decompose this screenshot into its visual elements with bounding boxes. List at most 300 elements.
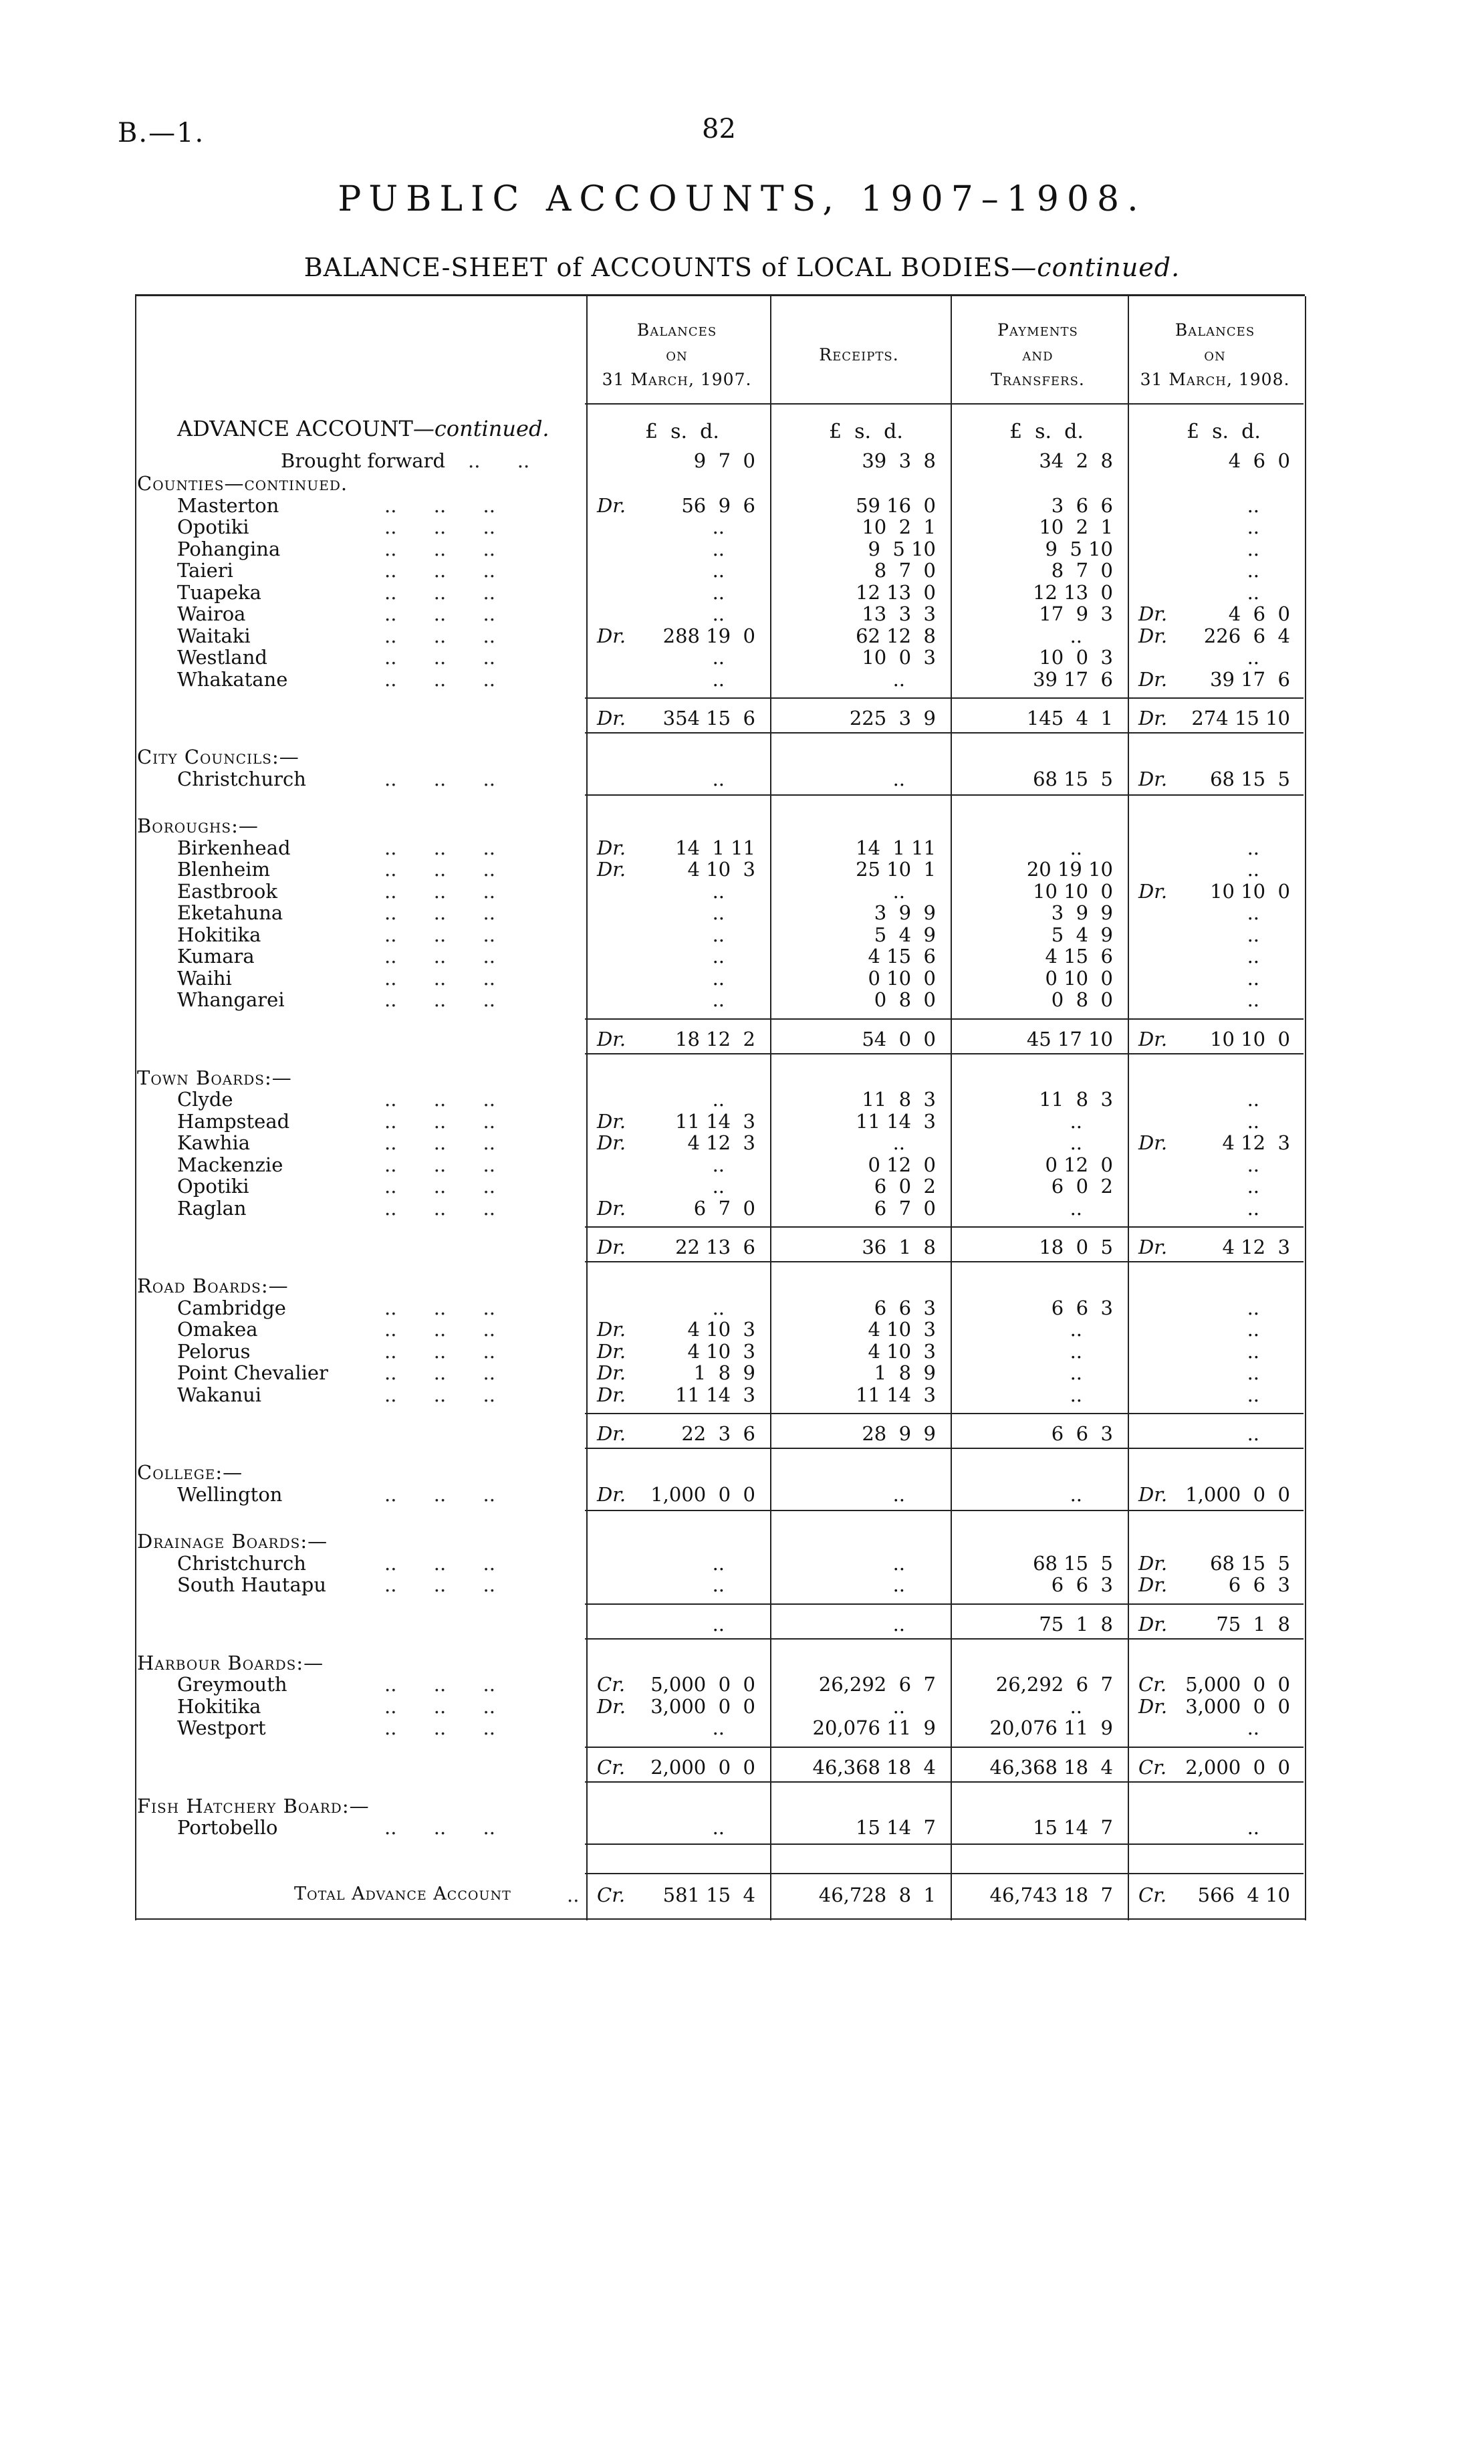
amount-cell	[781, 1756, 936, 1779]
balance-side-label: Dr.	[597, 1196, 626, 1220]
table-bottom-rule	[135, 1918, 1305, 1920]
balance-side-label: Dr.	[1138, 1131, 1168, 1154]
amount-value: 2,000 0 0	[650, 1755, 755, 1779]
amount-cell	[961, 1131, 1113, 1154]
amount-cell	[597, 1483, 755, 1506]
leader-dots: .. .. ..	[384, 1673, 495, 1696]
amount-value: 10 0 3	[1039, 646, 1113, 669]
group-rule	[585, 1843, 1304, 1845]
row-label: Westland	[177, 646, 267, 669]
amount-cell	[961, 768, 1113, 790]
balance-side-label: Dr.	[597, 1131, 626, 1154]
amount-cell	[961, 923, 1113, 946]
amount-value: 5,000 0 0	[1185, 1673, 1290, 1696]
amount-value: ..	[1247, 493, 1259, 517]
balance-side-label: Dr.	[1138, 1694, 1168, 1718]
balance-side-label: Cr.	[1138, 1755, 1167, 1779]
amount-value: 6 6 3	[1051, 1422, 1113, 1445]
amount-cell	[597, 923, 755, 946]
amount-value: 11 8 3	[1039, 1088, 1113, 1111]
amount-cell	[961, 602, 1113, 625]
amount-cell	[781, 581, 936, 604]
unit-header: £ s. d.	[829, 420, 903, 443]
amount-value: 39 3 8	[862, 449, 936, 472]
amount-cell	[1138, 581, 1290, 604]
amount-value: ..	[1247, 1716, 1259, 1739]
amount-cell	[597, 646, 755, 669]
amount-value: 68 15 5	[1033, 1551, 1113, 1575]
amount-cell	[781, 707, 936, 730]
row-label: Whangarei	[177, 988, 285, 1011]
amount-value: 0 10 0	[868, 966, 936, 990]
amount-value: ..	[1247, 1339, 1259, 1363]
row-label: Opotiki	[177, 516, 249, 538]
amount-value: ..	[1070, 1109, 1082, 1133]
amount-cell	[1138, 880, 1290, 903]
amount-value: 5,000 0 0	[650, 1673, 755, 1696]
group-heading: Town Boards:—	[137, 1066, 292, 1089]
page-number: 82	[702, 114, 736, 144]
column-header-line: on	[666, 345, 688, 364]
amount-value: 1,000 0 0	[650, 1482, 755, 1506]
amount-value: 6 7 0	[693, 1196, 755, 1220]
amount-cell	[781, 1318, 936, 1341]
amount-value: ..	[892, 1694, 905, 1718]
amount-cell	[961, 625, 1113, 647]
leader-dots: .. .. ..	[384, 516, 495, 538]
row-label: Waitaki	[177, 624, 251, 647]
amount-value: 26,292 6 7	[995, 1673, 1113, 1696]
amount-cell	[961, 1318, 1113, 1341]
row-label: Pelorus	[177, 1339, 251, 1363]
amount-cell	[1138, 1422, 1290, 1445]
amount-cell	[597, 1175, 755, 1198]
amount-cell	[961, 836, 1113, 859]
group-heading: City Councils:—	[137, 746, 299, 768]
balance-side-label: Dr.	[597, 1361, 626, 1384]
amount-cell	[961, 1573, 1113, 1596]
amount-cell	[961, 967, 1113, 990]
leader-dots: .. .. ..	[384, 767, 495, 790]
amount-value: ..	[1247, 966, 1259, 990]
group-heading: Drainage Boards:—	[137, 1530, 328, 1553]
amount-cell	[961, 581, 1113, 604]
amount-cell	[597, 516, 755, 538]
row-label: Eketahuna	[177, 901, 283, 924]
amount-value: 0 10 0	[1045, 966, 1113, 990]
subtotal-rule	[585, 1413, 1304, 1414]
amount-value: ..	[892, 1131, 905, 1154]
amount-value: ..	[892, 1482, 905, 1506]
amount-cell	[961, 901, 1113, 924]
amount-cell	[961, 1197, 1113, 1220]
amount-cell	[597, 1028, 755, 1050]
amount-cell	[597, 1573, 755, 1596]
amount-value: 0 8 0	[1051, 988, 1113, 1011]
amount-cell	[1138, 1383, 1290, 1406]
row-label: Opotiki	[177, 1175, 249, 1198]
amount-cell	[597, 768, 755, 790]
amount-value: 39 17 6	[1033, 667, 1113, 691]
row-label: Birkenhead	[177, 836, 291, 859]
amount-cell	[1138, 1153, 1290, 1176]
amount-cell	[961, 668, 1113, 691]
group-heading: Road Boards:—	[137, 1274, 289, 1297]
amount-value: 3,000 0 0	[650, 1694, 755, 1718]
leader-dots: .. .. ..	[384, 858, 495, 881]
amount-cell	[781, 1028, 936, 1050]
amount-cell	[781, 602, 936, 625]
row-label: Waihi	[177, 966, 232, 990]
amount-value: 26,292 6 7	[818, 1673, 936, 1696]
amount-cell	[597, 880, 755, 903]
amount-cell	[781, 1673, 936, 1696]
amount-value: 9 5 10	[1045, 537, 1113, 560]
amount-cell	[597, 602, 755, 625]
leader-dots: .. .. ..	[384, 1383, 495, 1406]
subtotal-rule	[585, 1018, 1304, 1020]
leader-dots: .. .. ..	[384, 1716, 495, 1739]
amount-cell	[597, 967, 755, 990]
leader-dots: .. .. ..	[384, 1318, 495, 1341]
amount-value: ..	[1247, 901, 1259, 924]
row-label: Eastbrook	[177, 879, 277, 903]
amount-value: ..	[712, 602, 725, 625]
amount-cell	[597, 858, 755, 881]
amount-value: 18 0 5	[1039, 1236, 1113, 1258]
amount-cell	[961, 1552, 1113, 1575]
amount-cell	[597, 707, 755, 730]
row-label: Hokitika	[177, 923, 261, 946]
amount-cell	[961, 1422, 1113, 1445]
leader-dots: .. .. ..	[384, 1088, 495, 1111]
amount-cell	[597, 1422, 755, 1445]
amount-cell	[961, 1088, 1113, 1111]
amount-cell	[781, 1383, 936, 1406]
amount-value: 11 14 3	[675, 1109, 755, 1133]
amount-cell	[1138, 625, 1290, 647]
unit-header: £ s. d.	[1009, 420, 1084, 443]
amount-value: ..	[712, 1153, 725, 1176]
amount-value: 4 15 6	[1045, 945, 1113, 968]
total-cell	[597, 1884, 755, 1906]
leader-dots: .. .. ..	[384, 879, 495, 903]
amount-value: 354 15 6	[662, 707, 755, 730]
subtotal-rule	[585, 697, 1304, 699]
amount-cell	[1138, 1318, 1290, 1341]
amount-value: ..	[1247, 516, 1259, 538]
amount-value: ..	[892, 1612, 905, 1636]
amount-cell	[781, 559, 936, 582]
amount-cell	[1138, 646, 1290, 669]
amount-cell	[781, 494, 936, 517]
amount-value: ..	[712, 537, 725, 560]
amount-cell	[597, 1816, 755, 1839]
brought-forward-cell	[781, 449, 936, 472]
balance-side-label: Dr.	[597, 707, 626, 730]
amount-value: 13 3 3	[862, 602, 936, 625]
amount-cell	[597, 1088, 755, 1111]
amount-cell	[1138, 668, 1290, 691]
amount-cell	[1138, 1673, 1290, 1696]
amount-value: ..	[1247, 537, 1259, 560]
leader-dots: .. .. ..	[384, 646, 495, 669]
amount-value: ..	[1247, 1361, 1259, 1384]
amount-value: ..	[712, 767, 725, 790]
leader-dots: .. .. ..	[384, 1816, 495, 1839]
column-header-line: 31 March, 1908.	[1140, 370, 1290, 389]
amount-cell	[1138, 988, 1290, 1011]
column-header	[585, 318, 769, 392]
amount-cell	[1138, 901, 1290, 924]
section-title-main: ADVANCE ACCOUNT	[177, 416, 413, 441]
amount-value: 0 12 0	[868, 1153, 936, 1176]
row-label: Whakatane	[177, 667, 288, 691]
amount-cell	[1138, 1088, 1290, 1111]
amount-value: ..	[712, 1175, 725, 1198]
balance-side-label: Dr.	[597, 1383, 626, 1406]
amount-value: ..	[1247, 1816, 1259, 1839]
balance-side-label: Dr.	[597, 1236, 626, 1258]
amount-cell	[1138, 858, 1290, 881]
amount-value: ..	[1247, 1088, 1259, 1111]
amount-cell	[781, 768, 936, 790]
amount-value: 10 2 1	[1039, 516, 1113, 538]
amount-value: ..	[1247, 923, 1259, 946]
amount-value: 6 7 0	[874, 1196, 936, 1220]
leader-dots: .. .. ..	[384, 1175, 495, 1198]
amount-value: 39 17 6	[1210, 667, 1290, 691]
group-heading: Counties—continued.	[137, 472, 348, 495]
balance-side-label: Dr.	[597, 1422, 626, 1445]
leader-dots: .. .. ..	[384, 1482, 495, 1506]
row-label: Christchurch	[177, 767, 306, 790]
amount-value: 225 3 9	[849, 707, 936, 730]
amount-cell	[961, 1483, 1113, 1506]
leader-dots: .. .. ..	[384, 1131, 495, 1154]
amount-cell	[1138, 1573, 1290, 1596]
amount-cell	[1138, 1483, 1290, 1506]
total-label: Total Advance Account	[294, 1883, 511, 1904]
amount-cell	[1138, 1816, 1290, 1839]
leader-dots: .. .. ..	[384, 624, 495, 647]
group-heading: College:—	[137, 1461, 243, 1484]
amount-cell	[1138, 768, 1290, 790]
amount-value: ..	[1070, 1318, 1082, 1341]
amount-value: 6 6 3	[1051, 1573, 1113, 1596]
amount-value: ..	[1247, 1318, 1259, 1341]
amount-value: ..	[1247, 646, 1259, 669]
amount-value: 6 6 3	[874, 1296, 936, 1319]
balance-side-label: Cr.	[1138, 1673, 1167, 1696]
amount-value: 10 2 1	[862, 516, 936, 538]
row-label: Kawhia	[177, 1131, 251, 1154]
amount-cell	[1138, 1756, 1290, 1779]
row-label: Mackenzie	[177, 1153, 283, 1176]
row-label: Tuapeka	[177, 580, 261, 604]
amount-cell	[597, 1340, 755, 1363]
amount-cell	[781, 1361, 936, 1384]
amount-value: ..	[712, 1716, 725, 1739]
page-subtitle	[0, 253, 1484, 282]
amount-cell	[961, 1816, 1113, 1839]
amount-value: 75 1 8	[1039, 1612, 1113, 1636]
amount-cell	[781, 1613, 936, 1636]
balance-side-label: Dr.	[597, 836, 626, 859]
amount-cell	[781, 923, 936, 946]
balance-side-label: Dr.	[1138, 1573, 1168, 1596]
unit-header: £ s. d.	[645, 420, 719, 443]
amount-value: 6 6 3	[1228, 1573, 1290, 1596]
amount-value: 4 12 3	[1222, 1131, 1290, 1154]
amount-value: 11 14 3	[675, 1383, 755, 1406]
page-title: PUBLIC ACCOUNTS, 1907–1908.	[338, 179, 1146, 219]
amount-cell	[1138, 1236, 1290, 1258]
amount-value: ..	[1247, 559, 1259, 582]
amount-value: ..	[1247, 836, 1259, 859]
amount-cell	[1138, 1340, 1290, 1363]
row-label: Greymouth	[177, 1673, 287, 1696]
amount-cell	[781, 1236, 936, 1258]
amount-cell	[961, 1340, 1113, 1363]
amount-value: ..	[712, 1296, 725, 1319]
amount-value: 12 13 0	[856, 580, 936, 604]
amount-value: 3 9 9	[1051, 901, 1113, 924]
amount-cell	[961, 945, 1113, 968]
row-label: Westport	[177, 1716, 266, 1739]
amount-cell	[781, 1175, 936, 1198]
balance-side-label: Dr.	[597, 493, 626, 517]
amount-value: 581 15 4	[662, 1883, 755, 1906]
amount-cell	[961, 1756, 1113, 1779]
group-heading: Fish Hatchery Board:—	[137, 1794, 370, 1817]
column-rule	[770, 296, 771, 1920]
leader-dots: .. .. ..	[384, 602, 495, 625]
amount-value: 75 1 8	[1216, 1612, 1290, 1636]
amount-value: ..	[712, 516, 725, 538]
leader-dots: .. .. ..	[384, 1339, 495, 1363]
amount-value: 46,728 8 1	[818, 1883, 936, 1906]
leader-dots: .. .. ..	[384, 1694, 495, 1718]
amount-cell	[597, 494, 755, 517]
total-cell	[781, 1884, 936, 1906]
balance-side-label: Dr.	[597, 1482, 626, 1506]
amount-cell	[1138, 1695, 1290, 1718]
amount-value: 18 12 2	[675, 1027, 755, 1050]
section-title	[177, 416, 549, 441]
amount-value: ..	[712, 1612, 725, 1636]
total-cell	[961, 1884, 1113, 1906]
amount-value: 8 7 0	[874, 559, 936, 582]
amount-value: 20,076 11 9	[812, 1716, 936, 1739]
amount-value: 11 14 3	[856, 1109, 936, 1133]
balance-side-label: Dr.	[597, 1339, 626, 1363]
amount-cell	[781, 901, 936, 924]
balance-side-label: Dr.	[1138, 707, 1168, 730]
subtotal-rule	[585, 1053, 1304, 1054]
amount-cell	[961, 880, 1113, 903]
amount-value: 4 10 3	[687, 858, 755, 881]
amount-cell	[597, 1383, 755, 1406]
amount-value: ..	[712, 646, 725, 669]
column-header	[769, 318, 949, 392]
amount-cell	[961, 1175, 1113, 1198]
amount-value: 20 19 10	[1026, 858, 1113, 881]
amount-cell	[597, 1318, 755, 1341]
amount-cell	[781, 1340, 936, 1363]
balance-side-label: Cr.	[597, 1883, 626, 1906]
amount-cell	[597, 1716, 755, 1739]
amount-value: 4 10 3	[868, 1339, 936, 1363]
row-label: Blenheim	[177, 858, 271, 881]
balance-side-label: Dr.	[1138, 1612, 1168, 1636]
amount-cell	[1138, 836, 1290, 859]
amount-value: ..	[712, 559, 725, 582]
amount-cell	[961, 646, 1113, 669]
amount-value: 34 2 8	[1039, 449, 1113, 472]
amount-cell	[597, 1110, 755, 1133]
amount-cell	[597, 836, 755, 859]
amount-cell	[1138, 559, 1290, 582]
amount-value: 145 4 1	[1026, 707, 1113, 730]
amount-value: 14 1 11	[856, 836, 936, 859]
amount-value: 10 10 0	[1210, 1027, 1290, 1050]
amount-cell	[1138, 1028, 1290, 1050]
brought-forward-cell	[1138, 449, 1290, 472]
leader-dots: .. .. ..	[384, 923, 495, 946]
amount-value: 0 12 0	[1045, 1153, 1113, 1176]
row-label: Kumara	[177, 945, 255, 968]
subtitle-main: BALANCE-SHEET of ACCOUNTS of LOCAL BODIES	[303, 253, 1011, 282]
amount-value: 3 9 9	[874, 901, 936, 924]
leader-dots: .. .. ..	[384, 1109, 495, 1133]
amount-value: 4 6 0	[1228, 602, 1290, 625]
amount-value: ..	[712, 901, 725, 924]
amount-cell	[781, 1716, 936, 1739]
amount-cell	[597, 1297, 755, 1319]
amount-value: 10 10 0	[1033, 879, 1113, 903]
column-header-line: Balances	[636, 320, 717, 340]
amount-value: ..	[1247, 1175, 1259, 1198]
amount-value: ..	[712, 1816, 725, 1839]
amount-cell	[1138, 1110, 1290, 1133]
amount-value: 1 8 9	[874, 1361, 936, 1384]
amount-value: 288 19 0	[662, 624, 755, 647]
amount-cell	[781, 880, 936, 903]
row-label: Hampstead	[177, 1109, 290, 1133]
balance-side-label: Dr.	[597, 858, 626, 881]
amount-value: 11 14 3	[856, 1383, 936, 1406]
amount-value: ..	[1070, 624, 1082, 647]
amount-cell	[781, 1088, 936, 1111]
amount-cell	[1138, 1297, 1290, 1319]
amount-cell	[781, 1110, 936, 1133]
document-code: B.—1.	[118, 118, 205, 148]
amount-cell	[781, 646, 936, 669]
balance-side-label: Dr.	[1138, 1482, 1168, 1506]
leader-dots: .. .. ..	[384, 493, 495, 517]
amount-cell	[961, 1297, 1113, 1319]
row-label: Cambridge	[177, 1296, 286, 1319]
amount-cell	[597, 1131, 755, 1154]
amount-cell	[1138, 1197, 1290, 1220]
amount-value: 9 5 10	[868, 537, 936, 560]
column-header-line: 31 March, 1907.	[602, 370, 752, 389]
amount-value: 4 10 3	[687, 1339, 755, 1363]
amount-cell	[1138, 1361, 1290, 1384]
amount-cell	[597, 1361, 755, 1384]
amount-value: 20,076 11 9	[989, 1716, 1113, 1739]
